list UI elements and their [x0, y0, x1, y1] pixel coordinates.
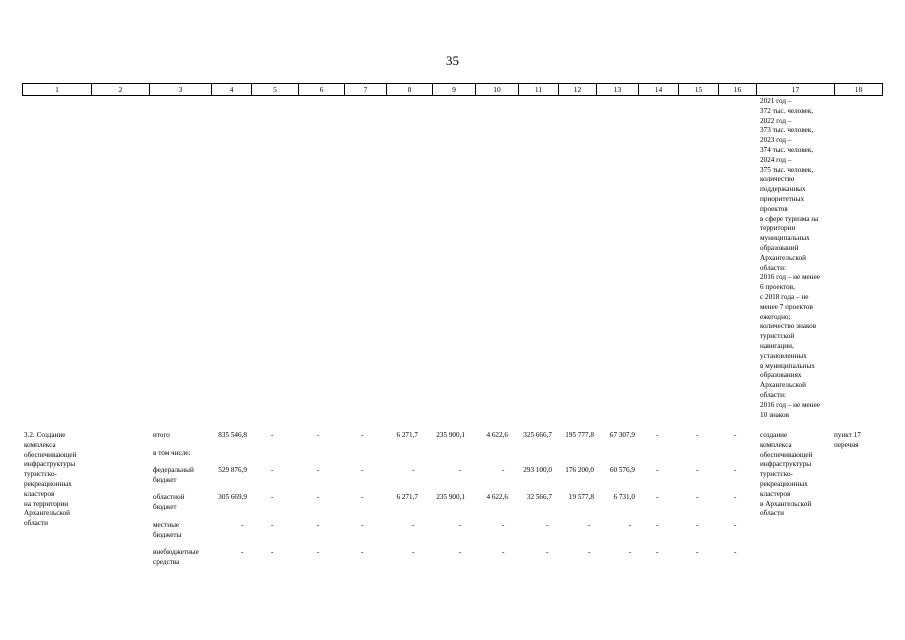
funding-source-label: внебюджетные средства	[153, 548, 199, 566]
funding-value-cell: 60 576,9	[609, 466, 635, 474]
funding-value-cell: -	[546, 548, 549, 556]
funding-value-cell: 195 777,8	[565, 431, 594, 439]
header-col: 5	[252, 84, 299, 96]
activity-reference: пункт 17 перечня	[834, 431, 861, 449]
funding-value-cell: -	[734, 493, 737, 501]
funding-value-cell: 305 669,9	[218, 493, 247, 501]
funding-source-label: итого	[153, 431, 170, 439]
funding-value-cell: -	[241, 548, 244, 556]
funding-value-cell: -	[271, 466, 274, 474]
funding-value-cell: -	[317, 548, 320, 556]
funding-value-cell: -	[588, 521, 591, 529]
continuation-target-text: 2021 год – 372 тыс. человек, 2022 год – 373 тыс. человек, 2023 год – 374 тыс. человек, 2024 год – 375 тыс. человек, количество поддержанных приоритетных проектов в сфере туризма на территории муниципальных образований Архангельской области: 2016 год – не менее 6 проектов, с 2018 года – не менее 7 проектов ежегодно; количество знаков туристской навигации, установленных в муниципальных образованиях Архангельской области: 2016 год – не менее 10 знаков	[760, 97, 820, 419]
funding-value-cell: -	[502, 466, 505, 474]
funding-value-cell: -	[412, 466, 415, 474]
funding-value-cell: -	[588, 548, 591, 556]
header-col: 13	[597, 84, 639, 96]
activity-result: создание комплекса обеспечивающей инфраструктуры туристско- рекреационных кластеров в Архангельской области	[760, 431, 813, 518]
header-col: 1	[23, 84, 92, 96]
funding-value-cell: 4 622,6	[486, 493, 508, 501]
funding-value-cell: 67 307,9	[609, 431, 635, 439]
header-col: 7	[345, 84, 387, 96]
header-col: 14	[639, 84, 679, 96]
header-col: 4	[212, 84, 252, 96]
funding-value-cell: 176 200,0	[565, 466, 594, 474]
header-col: 8	[387, 84, 433, 96]
funding-value-cell: -	[734, 521, 737, 529]
funding-value-cell: -	[271, 493, 274, 501]
funding-value-cell: 32 566,7	[526, 493, 552, 501]
activity-name: 3.2. Создание комплекса обеспечивающей инфраструктуры туристско- рекреационных кластеров на территории Архангельской области	[24, 431, 77, 528]
funding-value-cell: 235 900,1	[436, 493, 465, 501]
funding-value-cell: -	[696, 548, 699, 556]
funding-value-cell: -	[656, 493, 659, 501]
funding-value-cell: -	[734, 431, 737, 439]
funding-value-cell: -	[271, 521, 274, 529]
header-col: 17	[757, 84, 835, 96]
funding-value-cell: -	[629, 548, 632, 556]
header-col: 6	[299, 84, 345, 96]
funding-value-cell: -	[696, 521, 699, 529]
funding-value-cell: -	[459, 521, 462, 529]
funding-value-cell: 6 271,7	[396, 431, 418, 439]
header-col: 10	[476, 84, 519, 96]
funding-value-cell: -	[361, 431, 364, 439]
header-col: 2	[92, 84, 150, 96]
funding-value-cell: 529 876,9	[218, 466, 247, 474]
funding-value-cell: -	[271, 431, 274, 439]
header-col: 18	[835, 84, 883, 96]
page-number: 35	[446, 53, 459, 68]
funding-value-cell: -	[656, 466, 659, 474]
funding-value-cell: -	[734, 548, 737, 556]
header-col: 15	[679, 84, 719, 96]
funding-value-cell: 293 100,0	[523, 466, 552, 474]
funding-value-cell: -	[459, 466, 462, 474]
funding-value-cell: -	[412, 521, 415, 529]
funding-value-cell: -	[656, 431, 659, 439]
header-col: 3	[150, 84, 212, 96]
funding-value-cell: -	[361, 493, 364, 501]
funding-value-cell: -	[271, 548, 274, 556]
funding-value-cell: -	[241, 521, 244, 529]
funding-source-label: федеральный бюджет	[153, 466, 194, 484]
funding-source-label: местные бюджеты	[153, 521, 182, 539]
funding-source-label: в том числе:	[153, 449, 191, 457]
funding-value-cell: -	[317, 493, 320, 501]
header-col: 12	[559, 84, 597, 96]
funding-value-cell: -	[696, 466, 699, 474]
funding-value-cell: 6 271,7	[396, 493, 418, 501]
funding-value-cell: 4 622,6	[486, 431, 508, 439]
funding-value-cell: -	[629, 521, 632, 529]
funding-value-cell: -	[412, 548, 415, 556]
funding-value-cell: 235 900,1	[436, 431, 465, 439]
header-col: 11	[519, 84, 559, 96]
funding-value-cell: -	[361, 548, 364, 556]
funding-value-cell: 19 577,8	[568, 493, 594, 501]
funding-value-cell: -	[502, 521, 505, 529]
funding-value-cell: 6 731,0	[613, 493, 635, 501]
funding-value-cell: -	[361, 466, 364, 474]
funding-value-cell: -	[696, 493, 699, 501]
funding-value-cell: -	[546, 521, 549, 529]
funding-value-cell: -	[317, 466, 320, 474]
funding-value-cell: -	[502, 548, 505, 556]
header-col: 16	[719, 84, 757, 96]
funding-value-cell: -	[459, 548, 462, 556]
funding-value-cell: -	[734, 466, 737, 474]
funding-value-cell: -	[317, 521, 320, 529]
funding-value-cell: 325 666,7	[523, 431, 552, 439]
funding-value-cell: 835 546,8	[218, 431, 247, 439]
funding-source-label: областной бюджет	[153, 493, 185, 511]
funding-value-cell: -	[317, 431, 320, 439]
funding-value-cell: -	[361, 521, 364, 529]
funding-value-cell: -	[696, 431, 699, 439]
funding-value-cell: -	[656, 521, 659, 529]
funding-value-cell: -	[656, 548, 659, 556]
column-number-header	[22, 83, 883, 96]
header-col: 9	[433, 84, 476, 96]
